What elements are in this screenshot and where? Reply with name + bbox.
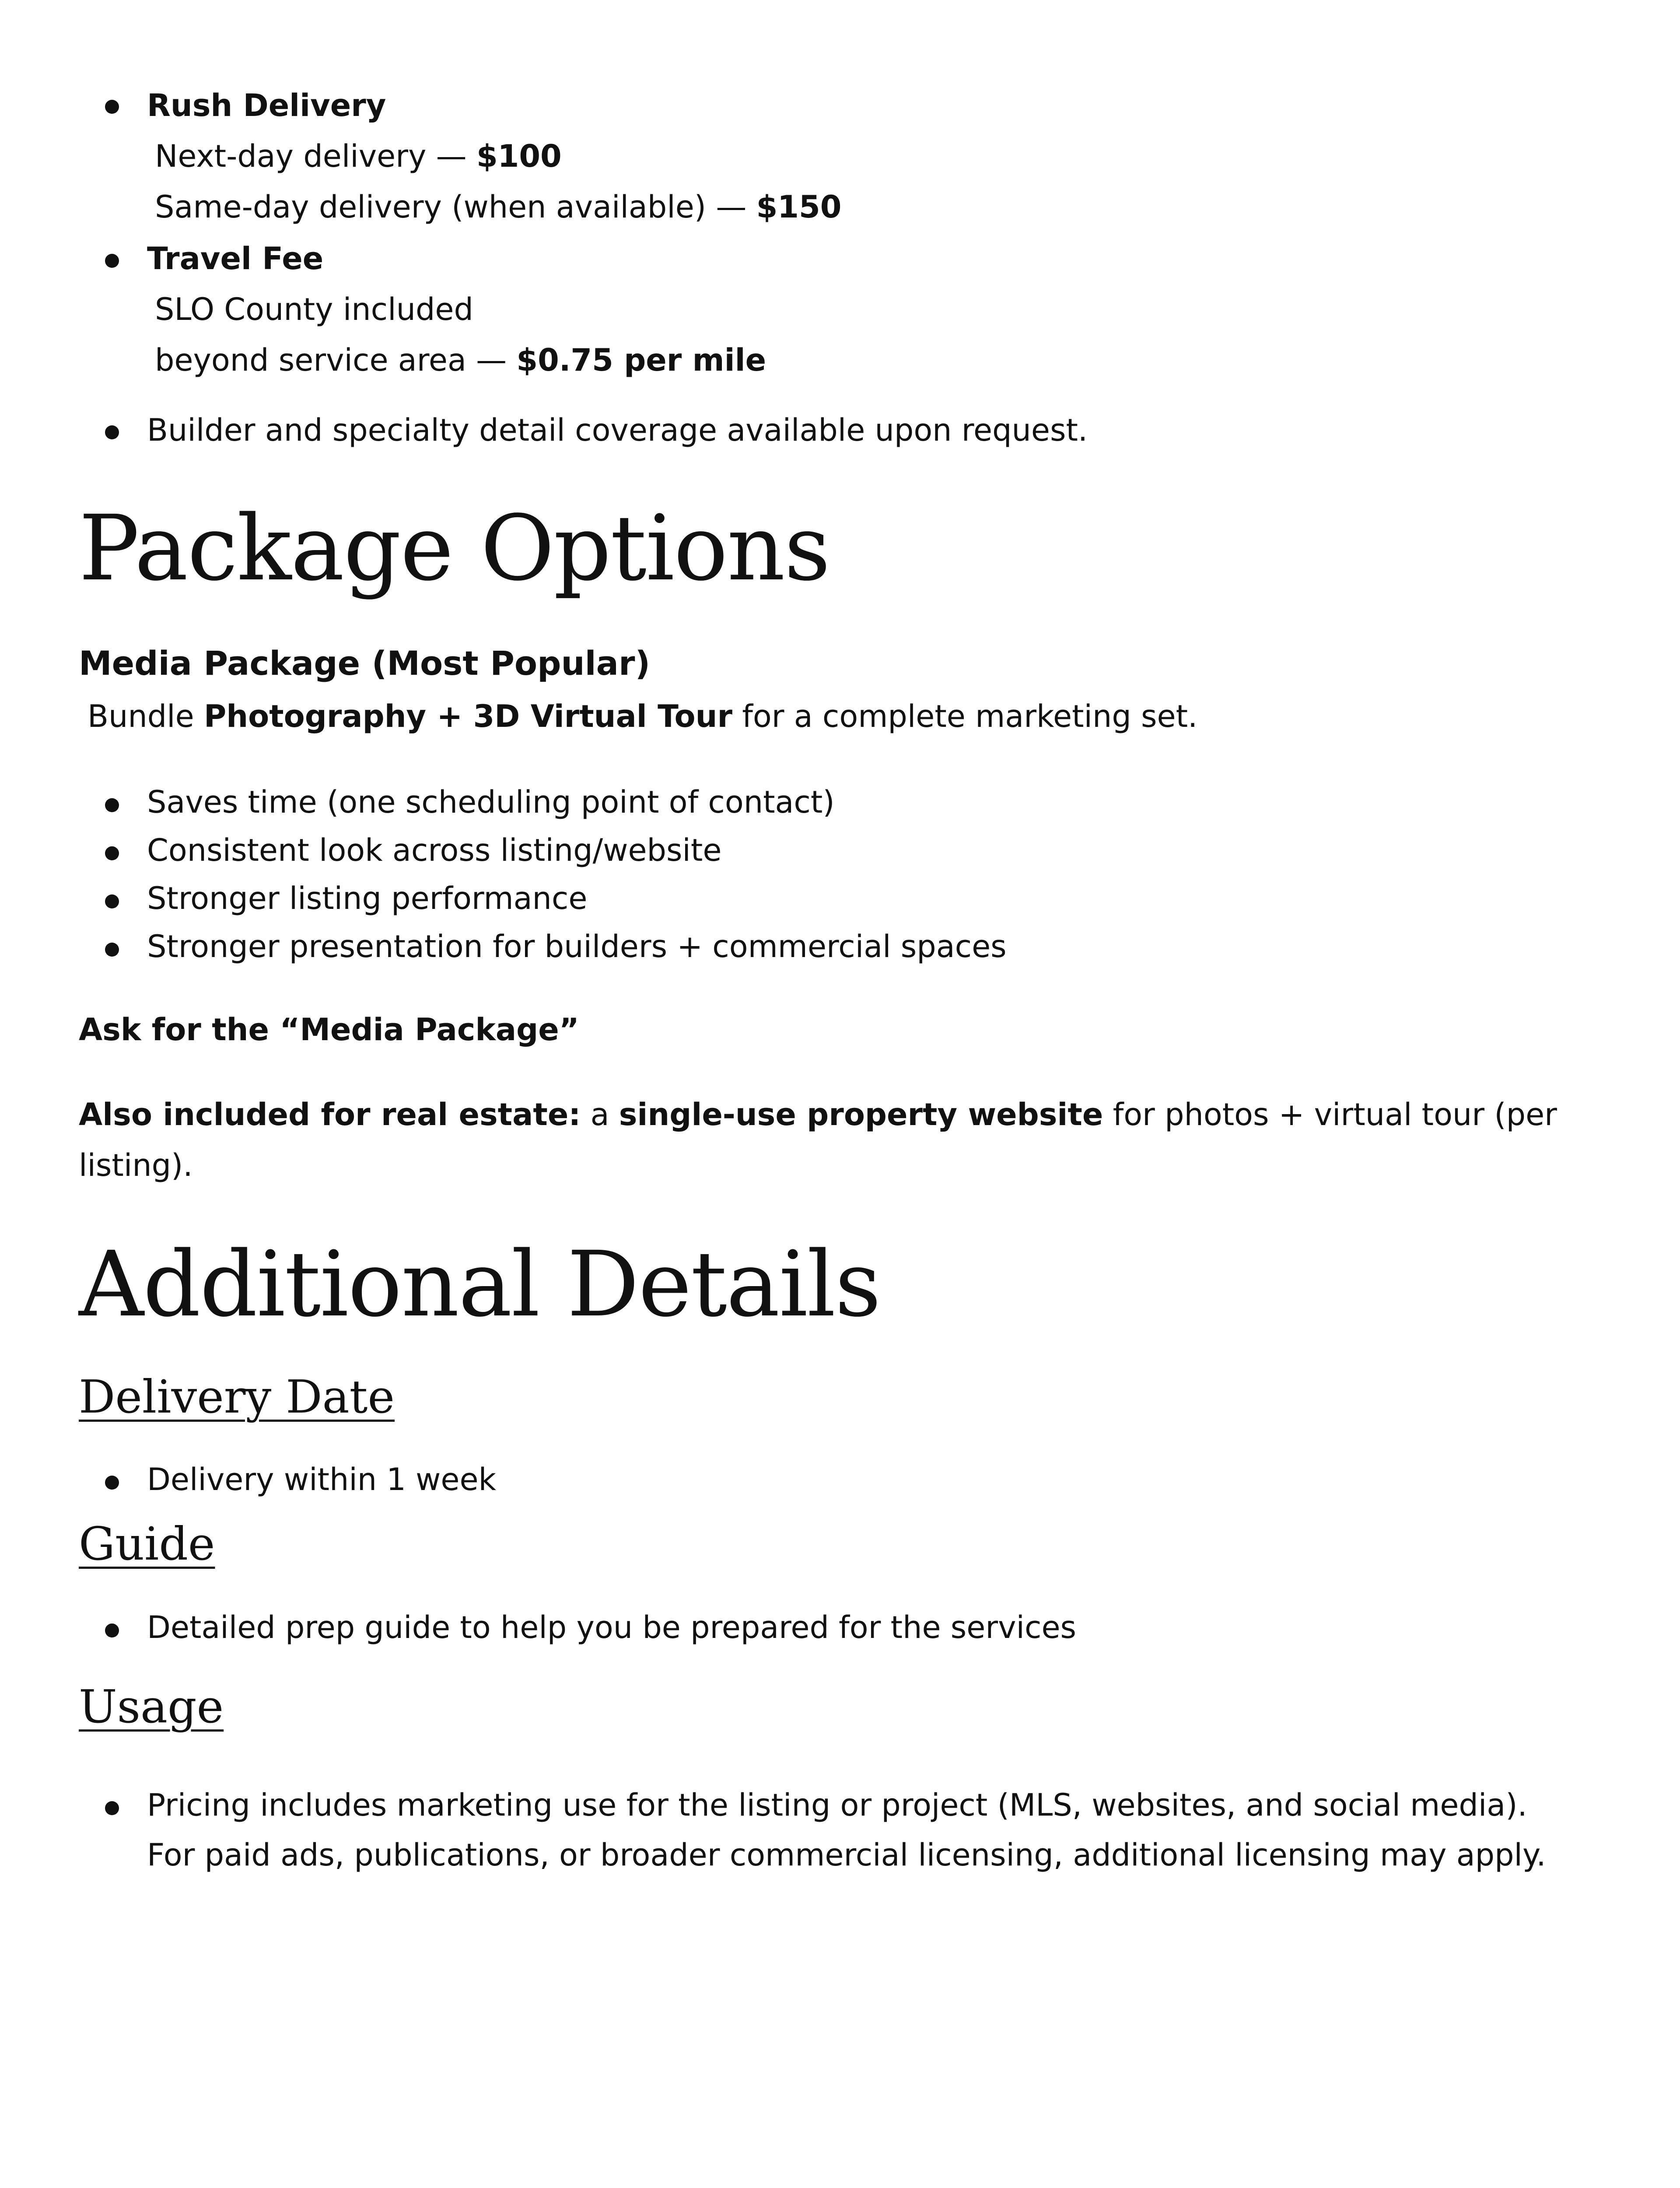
package-options-heading: Package Options: [79, 496, 830, 601]
bullet-icon: [105, 254, 119, 268]
bundle-intro-pre: Bundle: [88, 698, 204, 734]
per-mile-price: $0.75 per mile: [516, 342, 766, 378]
benefit-item: Saves time (one scheduling point of contact): [147, 784, 835, 820]
bullet-icon: [105, 1801, 119, 1815]
bundle-intro-post: for a complete marketing set.: [732, 698, 1198, 734]
property-website-bold: single-use property website: [619, 1097, 1103, 1133]
bundle-intro-bold: Photography + 3D Virtual Tour: [203, 698, 732, 734]
bullet-icon: [105, 1623, 119, 1637]
next-day-line: [155, 138, 562, 174]
same-day-line: [155, 189, 842, 225]
beyond-area-text: beyond service area —: [155, 342, 517, 378]
guide-heading: Guide: [79, 1517, 215, 1571]
additional-details-heading: Additional Details: [79, 1232, 881, 1337]
also-included-line: [79, 1097, 1557, 1133]
bullet-icon: [105, 943, 119, 957]
guide-item: Detailed prep guide to help you be prepared for the services: [147, 1609, 1076, 1645]
bullet-icon: [105, 1476, 119, 1490]
delivery-date-item: Delivery within 1 week: [147, 1462, 497, 1497]
usage-item-line1: Pricing includes marketing use for the listing or project (MLS, websites, and social media).: [147, 1787, 1527, 1823]
bullet-icon: [105, 894, 119, 908]
media-package-title: Media Package (Most Popular): [79, 644, 651, 683]
also-included-label: Also included for real estate:: [79, 1097, 581, 1133]
next-day-price: $100: [476, 138, 562, 174]
bullet-icon: [105, 846, 119, 860]
travel-fee-title: Travel Fee: [147, 241, 324, 277]
delivery-date-heading: Delivery Date: [79, 1370, 395, 1424]
usage-heading: Usage: [79, 1680, 224, 1733]
also-included-line2: listing).: [79, 1147, 193, 1183]
also-included-mid: a: [581, 1097, 619, 1133]
slo-county-line: SLO County included: [155, 291, 473, 327]
bullet-icon: [105, 100, 119, 114]
ask-media-package: Ask for the “Media Package”: [79, 1012, 579, 1048]
bundle-intro: [88, 698, 1198, 734]
usage-item-line2: For paid ads, publications, or broader commercial licensing, additional licensing may apply.: [147, 1837, 1546, 1873]
beyond-area-line: [155, 342, 766, 378]
next-day-text: Next-day delivery —: [155, 138, 476, 174]
builder-coverage-text: Builder and specialty detail coverage available upon request.: [147, 412, 1088, 448]
bullet-icon: [105, 425, 119, 439]
same-day-text: Same-day delivery (when available) —: [155, 189, 756, 225]
benefit-item: Stronger presentation for builders + commercial spaces: [147, 929, 1007, 964]
same-day-price: $150: [756, 189, 842, 225]
also-included-post: for photos + virtual tour (per: [1103, 1097, 1557, 1133]
benefit-item: Consistent look across listing/website: [147, 832, 722, 868]
benefit-item: Stronger listing performance: [147, 880, 588, 916]
rush-delivery-title: Rush Delivery: [147, 88, 386, 123]
bullet-icon: [105, 798, 119, 812]
